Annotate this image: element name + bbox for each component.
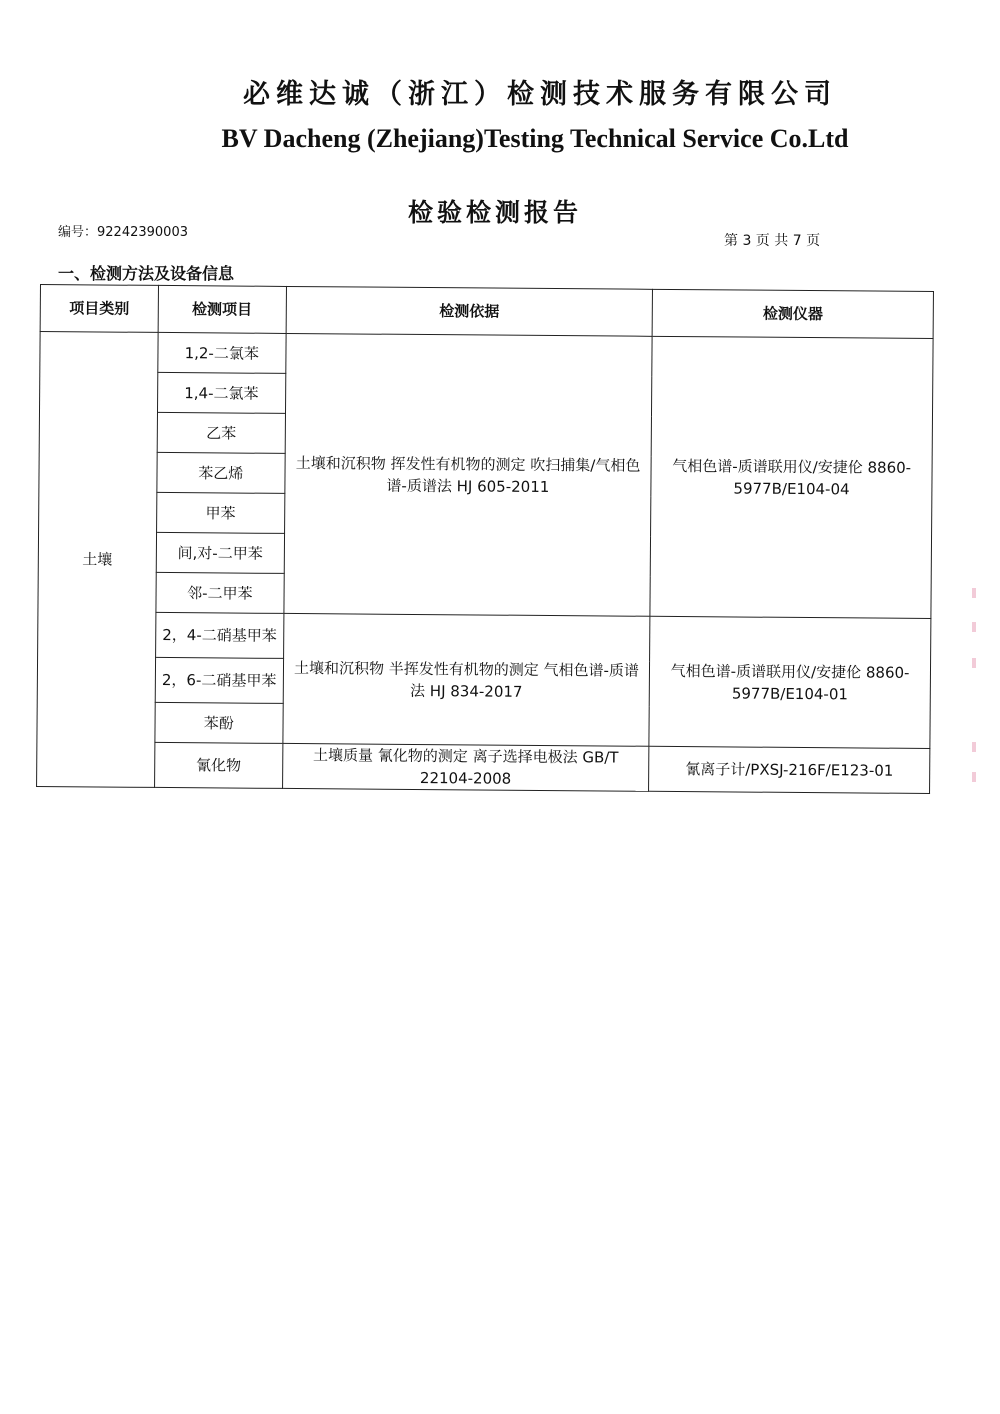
company-name-cn: 必维达诚（浙江）检测技术服务有限公司 xyxy=(243,79,837,110)
instrument-cell: 氰离子计/PXSJ-216F/E123-01 xyxy=(649,746,930,793)
test-item-cell: 间,对-二甲苯 xyxy=(156,532,284,573)
test-item-cell: 2，6-二硝基甲苯 xyxy=(155,657,283,703)
test-basis-cell: 土壤和沉积物 挥发性有机物的测定 吹扫捕集/气相色谱-质谱法 HJ 605-2011 xyxy=(284,333,653,616)
category-cell: 土壤 xyxy=(37,332,158,788)
scan-mark xyxy=(972,658,976,668)
scan-mark xyxy=(972,588,976,598)
header-test-item: 检测项目 xyxy=(158,285,286,333)
header-test-basis: 检测依据 xyxy=(286,286,653,336)
header-instrument: 检测仪器 xyxy=(652,289,933,338)
test-item-cell: 氰化物 xyxy=(154,742,282,788)
instrument-cell: 气相色谱-质谱联用仪/安捷伦 8860-5977B/E104-01 xyxy=(649,616,931,748)
table-row xyxy=(40,332,933,379)
test-item-cell: 苯酚 xyxy=(155,702,283,743)
table-row xyxy=(37,741,930,793)
table-header-row xyxy=(40,285,933,339)
report-title: 检验检测报告 xyxy=(407,198,582,227)
page-indicator: 第 3 页 共 7 页 xyxy=(724,233,821,249)
company-name-en: BV Dacheng (Zhejiang)Testing Technical Service Co.Ltd xyxy=(221,124,849,153)
test-item-cell: 甲苯 xyxy=(156,492,284,533)
test-basis-cell: 土壤质量 氰化物的测定 离子选择电极法 GB/T 22104-2008 xyxy=(282,743,649,791)
test-item-cell: 1,2-二氯苯 xyxy=(158,332,286,373)
scan-mark xyxy=(972,772,976,782)
test-item-cell: 苯乙烯 xyxy=(157,452,285,493)
test-item-cell: 2，4-二硝基甲苯 xyxy=(155,612,283,658)
scan-mark xyxy=(972,622,976,632)
test-method-table xyxy=(36,284,934,794)
test-item-cell: 乙苯 xyxy=(157,412,285,453)
test-item-cell: 1,4-二氯苯 xyxy=(157,372,285,413)
section-heading: 一、检测方法及设备信息 xyxy=(58,264,235,283)
table-row xyxy=(38,611,931,663)
header-category: 项目类别 xyxy=(40,285,158,333)
instrument-cell: 气相色谱-质谱联用仪/安捷伦 8860-5977B/E104-04 xyxy=(650,336,933,618)
scan-mark xyxy=(972,742,976,752)
report-serial-number: 编号：92242390003 xyxy=(58,225,188,240)
test-basis-cell: 土壤和沉积物 半挥发性有机物的测定 气相色谱-质谱法 HJ 834-2017 xyxy=(283,613,651,746)
test-item-cell: 邻-二甲苯 xyxy=(156,572,284,613)
